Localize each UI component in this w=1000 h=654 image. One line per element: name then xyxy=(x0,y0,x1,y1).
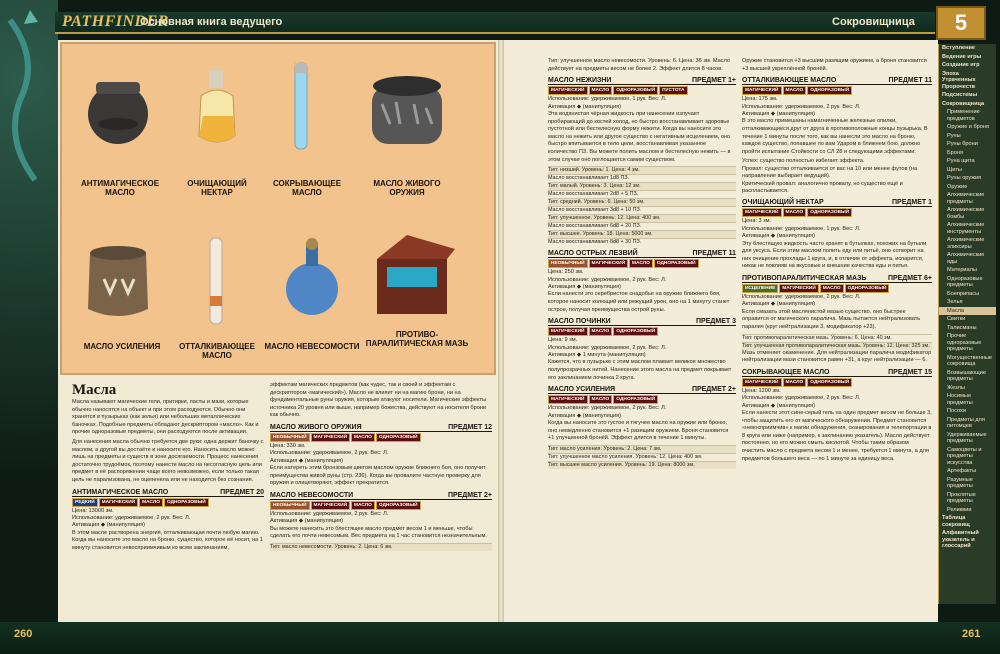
trait: МАСЛО xyxy=(820,284,844,293)
book-spine xyxy=(498,40,504,630)
gallery-label-unseen: МАСЛО НЕВЕСОМОСТИ xyxy=(264,342,360,351)
trait: МАСЛО xyxy=(351,501,375,510)
sidebar-item[interactable]: Вступление xyxy=(942,45,976,51)
trait: НЕОБЫЧНЫЙ xyxy=(270,433,310,442)
pathfinder-logo: PATHFINDER xyxy=(62,13,169,30)
item-text: Кажется, что в пузырьке с этим маслом плавает великое множество полупрозрачных нитей. Нанесение этого масла на предмет покрывает его заклинанием починка 2 круга. xyxy=(548,359,732,381)
trait: МАСЛО xyxy=(589,327,613,336)
item-activation: Активация ◆ (манипуляция) xyxy=(742,233,815,240)
sidebar-item[interactable]: Таблица сокровищ xyxy=(942,515,970,528)
item-tier: Масло восстанавливает 1d8 ПЗ. xyxy=(548,174,736,182)
item-usage: Использование: удерживаемое, 2 рук. Вес: Л. xyxy=(742,103,861,110)
item-usage: Использование: удерживаемое, 1 рук. Вес: Л. xyxy=(548,96,667,103)
item-usage: Использование: удерживаемое, 2 рук. Вес: Л. xyxy=(742,395,861,402)
item-header-mending: МАСЛО НЕЖИЗНИ ПРЕДМЕТ 1+ xyxy=(548,77,736,85)
intro-paragraph-2: Для нанесения масла обычно требуется две руки: одна держит баночку с маслом, а другой вы достаёте и наносите его. Наносить масло можно лишь на предметы и существ в зоне досягаемости. Процесс нанесения достаточно трудоёмок, поэтому нанести масло на несогласную цель или предмет в её распоряжении чаще всего невозможно, если только такая цель не парализована, не оцепенела или не находится без сознания. xyxy=(72,438,264,483)
left-column-2 xyxy=(270,382,492,622)
item-activation: Активация ◆ (манипуляция) xyxy=(270,518,343,525)
trait: ОДНОРАЗОВЫЙ xyxy=(654,259,699,268)
trait: ОДНОРАЗОВЫЙ xyxy=(376,433,421,442)
gallery-label-antiparalytic: ПРОТИВО-ПАРАЛИТИЧЕСКАЯ МАЗЬ xyxy=(365,330,469,348)
trait: МАСЛО xyxy=(629,259,653,268)
chapter-number: 5 xyxy=(936,6,986,40)
chapter-sidebar xyxy=(938,44,996,604)
item-gallery xyxy=(60,42,496,375)
trait: МАСЛО xyxy=(783,208,807,217)
item-header-antiparalytic: ПРОТИВОПАРАЛИТИЧЕСКАЯ МАЗЬ ПРЕДМЕТ 6+ xyxy=(742,275,932,282)
sidebar-item[interactable]: Сокровищница xyxy=(942,100,985,107)
sidebar-item[interactable]: Алфавитный указатель и глоссарий xyxy=(942,530,979,549)
sidebar-item[interactable]: Боеприпасы xyxy=(947,290,980,297)
item-success: Успех: существо полностью избегает эффекта. xyxy=(742,158,865,165)
trait: ОДНОРАЗОВЫЙ xyxy=(613,327,658,336)
item-price: Цена: 13000 зм. xyxy=(72,507,114,514)
footer-bar xyxy=(0,622,1000,654)
sidebar-item[interactable]: Масла xyxy=(939,307,996,316)
trait: МАГИЧЕСКИЙ xyxy=(779,284,819,293)
right-column-1 xyxy=(548,58,736,618)
item-header-keen: МАСЛО ОСТРЫХ ЛЕЗВИЙ ПРЕДМЕТ 11 xyxy=(548,250,736,258)
item-text: В это масло примешаны намагниченные железные опилки, отталкивающиеся друг от друга в противоположные концы пузырька. В течение 1 минуты после того, как вы нанесли это масло на броню, каждое существо, попавшее по вам Ударом в ближнем бою, должно пройти испытание Стойкости со СЛ 28 и следующими эффектами: xyxy=(742,118,928,155)
sidebar-item[interactable]: Алхимические инструменты xyxy=(947,222,985,235)
gallery-label-antimagic: АНТИМАГИЧЕСКОЕ МАСЛО xyxy=(80,179,160,197)
item-tier: Масло восстанавливает 8d8 + 30 ПЗ. xyxy=(548,238,736,246)
sidebar-item[interactable]: Реликвии xyxy=(947,506,972,513)
item-crit-failure: Критический провал: аналогично провалу, но существо ещё и распластывается. xyxy=(742,180,903,194)
sidebar-item[interactable]: Создание игр xyxy=(942,62,980,68)
right-column-2 xyxy=(742,58,932,618)
item-tier: Масло восстанавливает 6d8 + 20 ПЗ. xyxy=(548,222,736,230)
trait: НЕОБЫЧНЫЙ xyxy=(270,501,310,510)
trait: МАСЛО xyxy=(783,378,807,387)
trait: ОДНОРАЗОВЫЙ xyxy=(613,395,658,404)
potency-continued: Оружие становится +3 высшим разящим оружием, а броня становится +3 высшей укреплённой бронёй. xyxy=(742,58,927,72)
trait: НЕОБЫЧНЫЙ xyxy=(548,259,588,268)
sidebar-item[interactable]: Возвышающие предметы xyxy=(947,369,986,382)
item-tier: Тип: низший. Уровень: 1. Цена: 4 зм. xyxy=(548,166,736,174)
antimagic-oil-image xyxy=(82,66,154,151)
item-usage: Использование: удерживаемое, 2 рук. Вес: Л. xyxy=(548,276,667,283)
item-usage: Использование: удерживаемое, 2 рук. Вес: Л. xyxy=(72,514,191,521)
unseen-continued: Тип: улучшенное масло невесомости. Уровень: 6. Цена: 36 зм. Масло действует на предметы весом не более 2. Эффект длится 8 часов. xyxy=(548,58,730,72)
trait: МАСЛО xyxy=(589,86,613,95)
trait: МАГИЧЕСКИЙ xyxy=(99,498,139,507)
item-header-cleansing: ОЧИЩАЮЩИЙ НЕКТАР ПРЕДМЕТ 1 xyxy=(742,199,932,207)
intro-paragraph-3: эффектам магических предметов (как чудес, так и своей и эффектам с дескриптором «магический»). Масло не влияет ни на магию брони, ни на фундаментальные руны оружия, которым атакуют носители. Магические эффекты источника 20 уровня или выше, например божества, действуют на носителя брони как обычно. xyxy=(270,382,487,419)
item-tier: Тип: высшее масло усиления. Уровень: 19. Цена: 8000 зм. xyxy=(548,461,736,469)
item-activation: Активация ◆ (манипуляция) xyxy=(72,522,145,529)
sidebar-item[interactable]: Материалы xyxy=(947,267,977,273)
item-tier: Тип: улучшенное. Уровень: 12. Цена: 400 зм. xyxy=(548,214,736,222)
item-text: Эта водянистая чёрная жидкость при нанесении излучает пробирающий до костей холод, но быстро восстанавливает здоровье пустотной или бестелесную форму нежити. Когда вы наносите это масло на нежить или другое существо с негативным исцелением, оно быстро впитывается в тело цели, восстанавливая указанное количество ПЗ. Вы можете полить маслом и бестелесную нежить — в этом случае оно поглощается самим существом. xyxy=(548,111,731,163)
item-text: В этом масле растворена энергия, отталкивающая почти любую магию. Когда вы наносите это масло на броню, существо, которое её носит, на 1 минуту становится невосприимчивым ко всем заклинаниям, xyxy=(72,529,263,551)
trait: ОДНОРАЗОВЫЙ xyxy=(807,86,852,95)
animation-oil-image xyxy=(362,64,452,154)
item-text: Если смазать этой маслянистой мазью существо, оно быстрее оправится от магического паралича. Мазь пытается нейтрализовать паралич (круг нейтрализации 3, модификатор +23). xyxy=(742,308,921,330)
item-header-repair: МАСЛО ПОЧИНКИ ПРЕДМЕТ 3 xyxy=(548,318,736,326)
trait: РЕДКИЙ xyxy=(72,498,98,507)
item-usage: Использование: удерживаемое, 1 рук. Вес: Л. xyxy=(742,225,861,232)
sidebar-item[interactable]: Носимые предметы xyxy=(947,393,973,406)
unseen-oil-image xyxy=(277,234,347,329)
gallery-label-hiding: СОКРЫВАЮЩЕЕ МАСЛО xyxy=(272,179,342,197)
trait: ПУСТОТА xyxy=(659,86,687,95)
sidebar-item[interactable]: Самоцветы и предметы искусства xyxy=(947,446,982,466)
item-header-potency: МАСЛО УСИЛЕНИЯ ПРЕДМЕТ 2+ xyxy=(548,386,736,394)
cleansing-nectar-image xyxy=(187,66,247,151)
item-price: Цена: 9 зм. xyxy=(548,337,578,344)
book-title: Основная книга ведущего xyxy=(140,16,283,28)
hiding-oil-image xyxy=(287,59,317,154)
trait: МАГИЧЕСКИЙ xyxy=(742,208,782,217)
item-tier: Тип: высшее. Уровень: 18. Цена: 5000 зм. xyxy=(548,230,736,238)
sidebar-item[interactable]: Зелья xyxy=(947,299,963,305)
item-tier: Масло восстанавливает 2d8 + 5 ПЗ. xyxy=(548,190,736,198)
sidebar-item[interactable]: Разумные предметы xyxy=(947,476,973,489)
item-activation: Активация ◆ (манипуляция) xyxy=(742,402,815,409)
potency-oil-image xyxy=(82,239,154,324)
gallery-label-repulsion: ОТТАЛКИВАЮЩЕЕ МАСЛО xyxy=(179,342,255,360)
sidebar-item[interactable]: Применение предметов xyxy=(947,109,980,122)
sidebar-item[interactable]: Удерживаемые предметы xyxy=(947,431,987,444)
sidebar-item[interactable]: Броня xyxy=(947,149,964,156)
item-price: Цена: 3 зм. xyxy=(742,218,772,225)
sidebar-item[interactable]: Посохи xyxy=(947,408,966,414)
dragon-art xyxy=(0,0,58,654)
sidebar-item[interactable]: Могущественные сокровища xyxy=(947,354,993,367)
trait: ОДНОРАЗОВЫЙ xyxy=(807,208,852,217)
sidebar-item[interactable]: Одноразовые предметы xyxy=(947,275,983,288)
item-header-animation: МАСЛО ЖИВОГО ОРУЖИЯ ПРЕДМЕТ 12 xyxy=(270,423,492,431)
item-activation: Активация ◆ 1 минута (манипуляция) xyxy=(548,351,646,358)
trait: МАСЛО xyxy=(351,433,375,442)
sidebar-item[interactable]: Прочие одноразовые предметы xyxy=(947,333,982,352)
item-header-repulsion: ОТТАЛКИВАЮЩЕЕ МАСЛО ПРЕДМЕТ 11 xyxy=(742,77,932,85)
item-activation: Активация ◆ (манипуляция) xyxy=(548,103,621,110)
trait: МАГИЧЕСКИЙ xyxy=(311,433,351,442)
sidebar-item[interactable]: Руны xyxy=(947,132,961,139)
sidebar-item[interactable]: Эпоха Утраченных Пророчеств xyxy=(942,70,976,90)
trait: МАГИЧЕСКИЙ xyxy=(742,86,782,95)
left-column-1 xyxy=(72,382,264,622)
item-price: Цена: 1200 зм. xyxy=(742,387,781,394)
sidebar-item[interactable]: Талисманы xyxy=(947,324,977,331)
item-text: Вы можете нанесить это блестящее масло предмет весом 1 и меньше, чтобы сделать его почти невесомым. Вес предмета на 1 час становится незначительным. xyxy=(270,525,487,540)
section-heading: Масла xyxy=(72,382,117,398)
repulsion-oil-image xyxy=(202,234,232,329)
trait: МАГИЧЕСКИЙ xyxy=(589,259,629,268)
trait: МАГИЧЕСКИЙ xyxy=(742,378,782,387)
item-tier: Тип: средний. Уровень: 6. Цена: 50 зм. xyxy=(548,198,736,206)
trait: МАГИЧЕСКИЙ xyxy=(548,86,588,95)
item-text: Если нанести этот сине-серый гель на один предмет весом не больше 3, чтобы защитить его от магического обнаружения. Предмет становится «невосприимчив» к магии обнаружения, сканирования и телепортации в 8 круга или ниже (например, к заклинанию указатель). Масло действует постоянно, но его можно смыть кислотой. Чтобы таким образом очистить масло с предмета весом 1 и менее, требуется 1 минута, а для предметов большего веса — по 1 минуте за единицу веса. xyxy=(742,410,932,462)
item-tier: Масло восстанавливает 3d8 + 10 ПЗ. xyxy=(548,206,736,214)
trait: ОДНОРАЗОВЫЙ xyxy=(376,501,421,510)
item-activation: Активация ◆ (манипуляция) xyxy=(548,412,621,419)
sidebar-item[interactable]: Алхимические предметы xyxy=(947,192,985,205)
sidebar-item[interactable]: Руны оружия xyxy=(947,175,982,181)
trait: ОДНОРАЗОВЫЙ xyxy=(164,498,209,507)
item-price: Цена: 250 зм. xyxy=(548,269,584,276)
item-tier: Тип: масло невесомости. Уровень: 2. Цена: 6 зм. xyxy=(270,543,492,551)
item-header-hiding: СОКРЫВАЮЩЕЕ МАСЛО ПРЕДМЕТ 15 xyxy=(742,368,932,376)
item-activation: Активация ◆ (манипуляция) xyxy=(270,457,343,464)
page-number-right: 261 xyxy=(962,628,981,640)
item-tier: Тип: масло усиления. Уровень: 2. Цена: 7 зм. xyxy=(548,445,736,453)
item-activation: Активация ◆ (манипуляция) xyxy=(742,301,815,308)
item-text: Если натереть этим бронзовым цветом маслом оружие ближнего боя, оно получит преимущества живой руны (стр. 236). Когда вы провалите частную проверку для оружия и олицетворяют, эффект прекратится. xyxy=(270,465,486,487)
antiparalytic-salve-image xyxy=(367,229,457,324)
sidebar-item[interactable]: Алхимические бомбы xyxy=(947,207,985,220)
sidebar-item[interactable]: Оружие и броня xyxy=(947,124,990,130)
item-text: Если нанести это серебристое снадобье на оружие ближнего боя, которое наносит колющий или режущий урон, оно на 1 минуту станет острое, получая преимущества острой руны. xyxy=(548,291,730,313)
item-tier: Тип: малый. Уровень: 3. Цена: 12 зм. xyxy=(548,182,736,190)
gallery-label-potency: МАСЛО УСИЛЕНИЯ xyxy=(83,342,161,351)
sidebar-item[interactable]: Подсистемы xyxy=(942,92,978,98)
sidebar-item[interactable]: Предметы для питомцев xyxy=(947,416,985,429)
item-tier: Тип: противопаралитическая мазь. Уровень: 6. Цена: 40 зм. xyxy=(742,334,932,342)
sidebar-item[interactable]: Ведение игры xyxy=(942,53,982,60)
item-usage: Использование: удерживаемое, 2 рук. Вес: Л. xyxy=(270,510,389,517)
sidebar-item[interactable]: Свитки xyxy=(947,316,966,322)
sidebar-item[interactable]: Проклятые предметы xyxy=(947,491,976,504)
item-price: Цена: 175 зм. xyxy=(742,96,778,103)
item-activation: Активация ◆ (манипуляция) xyxy=(742,111,815,117)
page-number-left: 260 xyxy=(14,628,33,640)
item-failure: Провал: существо отталкивается от вас на 10 или менее футов (на направление выбирает ведущий). xyxy=(742,165,918,180)
sidebar-item[interactable]: Руны брони xyxy=(947,141,978,147)
item-usage: Использование: удерживаемое, 2 рук. Вес: Л. xyxy=(270,450,389,457)
trait: ИСЦЕЛЕНИЕ xyxy=(742,284,778,293)
sidebar-item[interactable]: Щиты xyxy=(947,166,962,173)
item-extra: Мазь отменяет окаменение. Для нейтрализации паралича модификатор нейтрализации мази становится равен +31, а круг нейтрализации — 6. xyxy=(742,349,932,364)
trait: ОДНОРАЗОВЫЙ xyxy=(807,378,852,387)
intro-paragraph-1: Масла называют магические гели, притирки, пасты и мази, которые обычно наносятся на объект и при этом расходуются. Обычно они хранятся в пузырьках (как зелья) или небольших металлических баночках. Подобные предметы обладают дескриптором «масло». Как и прочие одноразовые предметы, они расходуются после активации. xyxy=(72,399,259,436)
item-tier: Тип: улучшенное масло усиления. Уровень: 12. Цена: 400 зм. xyxy=(548,453,736,461)
sidebar-item[interactable]: Артефакты xyxy=(947,468,977,474)
sidebar-item[interactable]: Оружие xyxy=(947,183,968,190)
item-header-unseen: МАСЛО НЕВЕСОМОСТИ ПРЕДМЕТ 2+ xyxy=(270,491,492,499)
trait: МАСЛО xyxy=(783,86,807,95)
item-usage: Использование: удерживаемое, 2 рук. Вес: Л. xyxy=(548,405,667,412)
sidebar-item[interactable]: Руна щита xyxy=(947,158,975,164)
sidebar-item[interactable]: Жезлы xyxy=(947,384,965,391)
item-usage: Использование: удерживаемое, 2 рук. Вес: Л. xyxy=(548,344,667,351)
item-usage: Использование: удерживаемое, 2 рук. Вес: Л. xyxy=(742,294,861,300)
sidebar-item[interactable]: Алхимические эликсиры xyxy=(947,237,985,250)
gallery-label-animation: МАСЛО ЖИВОГО ОРУЖИЯ xyxy=(373,179,441,197)
trait: МАГИЧЕСКИЙ xyxy=(311,501,351,510)
trait: МАСЛО xyxy=(589,395,613,404)
trait: ОДНОРАЗОВЫЙ xyxy=(613,86,658,95)
item-text: Эту блестящую жидкость часто хранят в бутылках, похожих на бутыли для уксуса. Если этим маслом полить еду или питьё, оно сотворит на них очищение прохлады 1 круга, и, в отличие от эффекта, испарится, никак не повлияв на вкусовые и внешние качества еды и питья. xyxy=(742,240,927,270)
trait: МАСЛО xyxy=(139,498,163,507)
item-header-antimagic: АНТИМАГИЧЕСКОЕ МАСЛО ПРЕДМЕТ 20 xyxy=(72,488,264,496)
trait: МАГИЧЕСКИЙ xyxy=(548,395,588,404)
trait: ОДНОРАЗОВЫЙ xyxy=(845,284,890,293)
trait: МАГИЧЕСКИЙ xyxy=(548,327,588,336)
sidebar-item[interactable]: Алхимические яды xyxy=(947,252,985,265)
gallery-label-cleansing: ОЧИЩАЮЩИЙ НЕКТАР xyxy=(187,179,247,197)
item-text: Когда вы наносите это густое и тягучее масло на оружие или броню, оно немедленно становится +1 разящим оружием. Броня становится +1 улучшенной бронёй. Эффект длится в течение 1 минуты. xyxy=(548,419,729,442)
item-activation: Активация ◆ (манипуляция) xyxy=(548,283,621,290)
item-price: Цена: 330 зм. xyxy=(270,442,306,449)
section-title: Сокровищница xyxy=(832,16,915,28)
item-tier: Тип: улучшенная противопаралитическая мазь. Уровень: 12. Цена: 325 зм. xyxy=(742,342,932,350)
